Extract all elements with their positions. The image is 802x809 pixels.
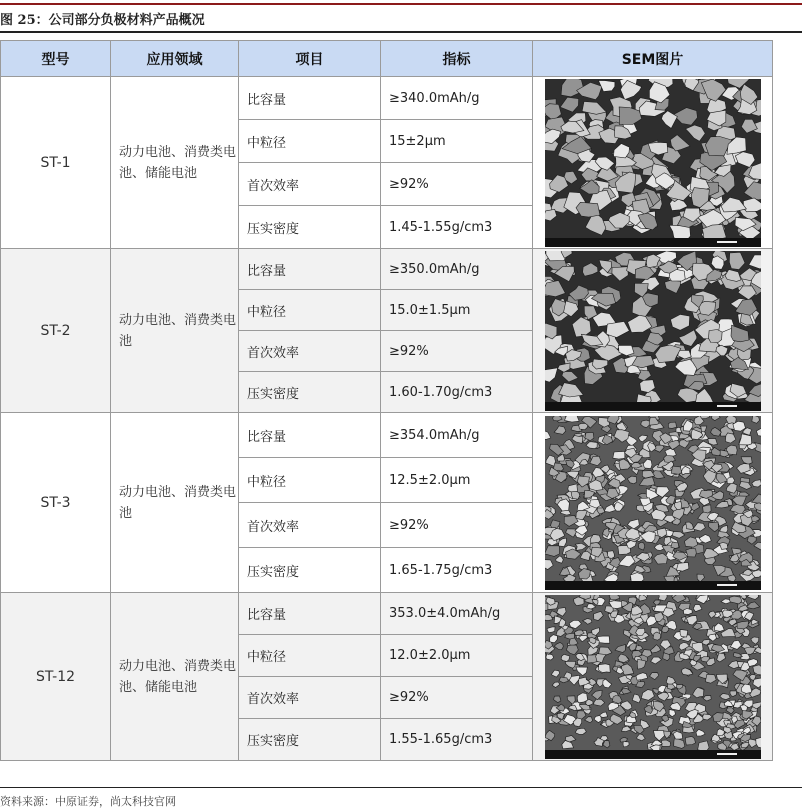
application-cell: 动力电池、消费类电池 [111,413,239,593]
sem-image-cell [533,413,773,593]
model-cell: ST-12 [1,593,111,761]
value-cell: 12.0±2.0μm [381,635,533,677]
item-cell: 中粒径 [239,290,381,331]
bottom-rule [0,787,802,788]
source-note: 资料来源：中原证券，尚太科技官网 [0,795,176,808]
model-cell: ST-2 [1,249,111,413]
value-cell: ≥354.0mAh/g [381,413,533,458]
value-cell: 15±2μm [381,120,533,163]
value-cell: ≥92% [381,503,533,548]
value-cell: ≥92% [381,163,533,206]
application-cell: 动力电池、消费类电池 [111,249,239,413]
model-cell: ST-1 [1,77,111,249]
model-cell: ST-3 [1,413,111,593]
application-cell: 动力电池、消费类电池、储能电池 [111,77,239,249]
value-cell: 1.65-1.75g/cm3 [381,548,533,593]
caption-rule [0,31,802,33]
item-cell: 比容量 [239,413,381,458]
item-cell: 中粒径 [239,120,381,163]
top-rule [0,3,802,5]
header-item: 项目 [239,41,381,77]
item-cell: 比容量 [239,77,381,120]
sem-image [545,251,761,411]
item-cell: 压实密度 [239,719,381,761]
item-cell: 首次效率 [239,163,381,206]
sem-image-cell [533,593,773,761]
product-table [0,40,773,761]
value-cell: 353.0±4.0mAh/g [381,593,533,635]
header-model: 型号 [1,41,111,77]
table-row [1,593,773,635]
application-cell: 动力电池、消费类电池、储能电池 [111,593,239,761]
sem-image-cell [533,249,773,413]
table-row [1,77,773,120]
value-cell: ≥350.0mAh/g [381,249,533,290]
item-cell: 压实密度 [239,206,381,249]
value-cell: 12.5±2.0μm [381,458,533,503]
value-cell: ≥340.0mAh/g [381,77,533,120]
table-row [1,249,773,290]
header-row [1,41,773,77]
item-cell: 中粒径 [239,635,381,677]
item-cell: 首次效率 [239,331,381,372]
sem-image [545,595,761,759]
item-cell: 比容量 [239,249,381,290]
figure-caption: 图 25：公司部分负极材料产品概况 [0,13,205,28]
value-cell: 15.0±1.5μm [381,290,533,331]
value-cell: ≥92% [381,677,533,719]
sem-image [545,79,761,247]
header-spec: 指标 [381,41,533,77]
item-cell: 首次效率 [239,503,381,548]
value-cell: 1.60-1.70g/cm3 [381,372,533,413]
value-cell: 1.45-1.55g/cm3 [381,206,533,249]
sem-image [545,416,761,590]
item-cell: 压实密度 [239,548,381,593]
item-cell: 比容量 [239,593,381,635]
value-cell: ≥92% [381,331,533,372]
sem-image-cell [533,77,773,249]
item-cell: 中粒径 [239,458,381,503]
item-cell: 压实密度 [239,372,381,413]
header-sem: SEM图片 [533,41,773,77]
item-cell: 首次效率 [239,677,381,719]
value-cell: 1.55-1.65g/cm3 [381,719,533,761]
header-application: 应用领域 [111,41,239,77]
table-row [1,413,773,458]
